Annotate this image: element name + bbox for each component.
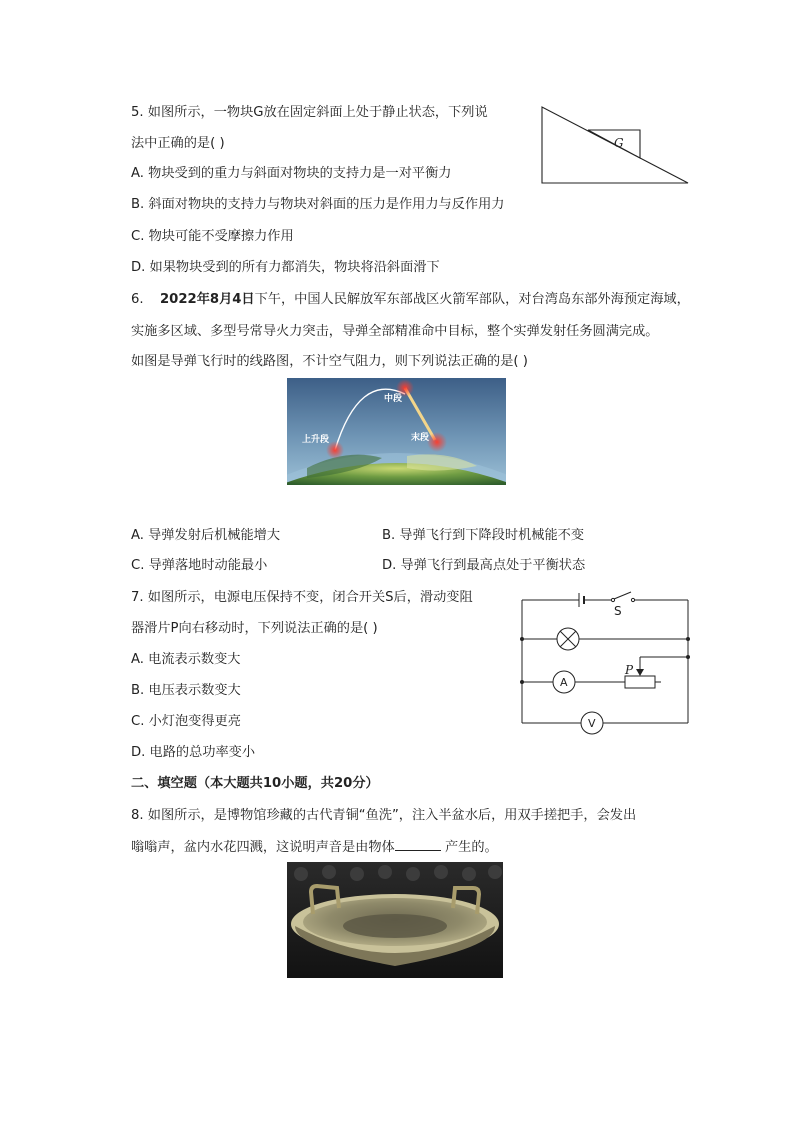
q6-option-a: A. 导弹发射后机械能增大 xyxy=(131,528,281,543)
q7-option-c: C. 小灯泡变得更亮 xyxy=(131,714,241,729)
q7-option-d: D. 电路的总功率变小 xyxy=(131,745,256,760)
label-mid: 中段 xyxy=(384,394,403,404)
q8-answer-blank[interactable] xyxy=(395,838,441,851)
q6-option-c: C. 导弹落地时动能最小 xyxy=(131,558,268,573)
q6-date: 2022年8月4日 xyxy=(160,292,255,307)
circuit-diagram xyxy=(515,590,695,735)
missile-trajectory-image xyxy=(287,378,506,485)
voltmeter-label: V xyxy=(588,717,596,730)
q5-option-c: C. 物块可能不受摩擦力作用 xyxy=(131,229,294,244)
q8-stem-line2-a: 嗡嗡声，盆内水花四溅，这说明声音是由物体 xyxy=(131,840,395,855)
section-2-heading: 二、填空题（本大题共10小题，共20分） xyxy=(131,776,379,791)
q7-stem-line2: 器滑片P向右移动时，下列说法正确的是( ) xyxy=(131,621,378,636)
q8-stem-line2-b: 产生的。 xyxy=(444,840,498,855)
slider-label: P xyxy=(625,663,634,677)
q5-stem-line2: 法中正确的是( ) xyxy=(131,136,225,151)
q6-number: 6. xyxy=(131,292,144,307)
ammeter-label: A xyxy=(560,676,568,689)
q7-stem-line1: 7. 如图所示，电源电压保持不变，闭合开关S后，滑动变阻 xyxy=(131,590,473,605)
label-up: 上升段 xyxy=(302,435,330,445)
switch-label: S xyxy=(614,604,622,618)
rheostat xyxy=(625,676,655,688)
block-g-label: G xyxy=(614,136,624,150)
q6-stem-line1 xyxy=(131,291,690,309)
incline-diagram xyxy=(538,103,694,189)
q6-stem-line2: 实施多区域、多型号常导火力突击，导弹全部精准命中目标，整个实弹发射任务圆满完成。 xyxy=(131,324,659,339)
q8-stem-line1: 8. 如图所示，是博物馆珍藏的古代青铜“鱼洗”，注入半盆水后，用双手搓把手，会发出 xyxy=(131,808,637,823)
q5-option-d: D. 如果物块受到的所有力都消失，物块将沿斜面滑下 xyxy=(131,260,440,275)
q7-option-b: B. 电压表示数变大 xyxy=(131,683,241,698)
label-end: 末段 xyxy=(411,433,430,443)
q6-stem-line1-rest: 下午，中国人民解放军东部战区火箭军部队，对台湾岛东部外海预定海域， xyxy=(254,292,690,307)
q5-option-a: A. 物块受到的重力与斜面对物块的支持力是一对平衡力 xyxy=(131,166,452,181)
slider-arrow xyxy=(636,669,644,676)
q5-stem-line1: 5. 如图所示，一物块G放在固定斜面上处于静止状态，下列说 xyxy=(131,105,488,120)
q6-stem-line3: 如图是导弹飞行时的线路图，不计空气阻力，则下列说法正确的是( ) xyxy=(131,354,528,369)
q5-option-b: B. 斜面对物块的支持力与物块对斜面的压力是作用力与反作用力 xyxy=(131,197,505,212)
q6-option-b: B. 导弹飞行到下降段时机械能不变 xyxy=(382,528,585,543)
q7-option-a: A. 电流表示数变大 xyxy=(131,652,241,667)
bronze-basin-image xyxy=(287,862,503,978)
q8-stem-line2 xyxy=(131,838,498,857)
q6-option-d: D. 导弹飞行到最高点处于平衡状态 xyxy=(382,558,586,573)
switch-lever xyxy=(614,592,631,599)
